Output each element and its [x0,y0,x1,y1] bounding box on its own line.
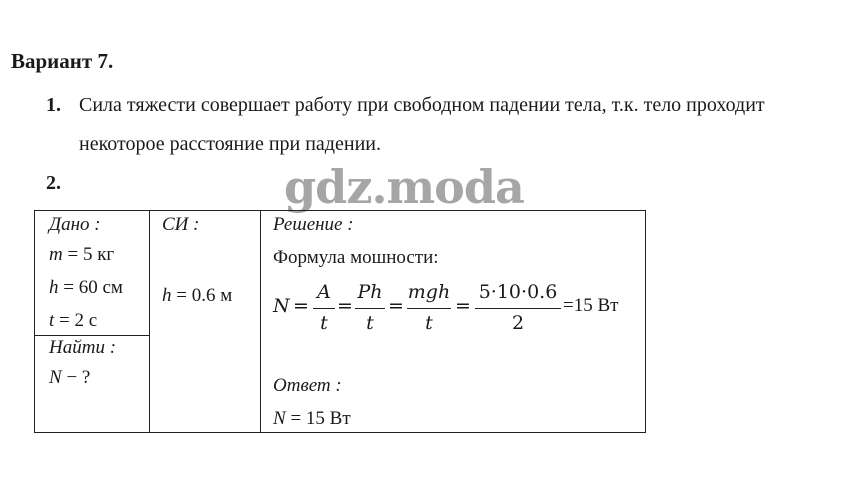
fraction-2-denominator: t [366,312,374,334]
fraction-4-denominator: 2 [511,312,525,334]
answer-value: N = 15 Вт [273,408,351,429]
solution-table [34,210,646,433]
formula-label: Формула мошности: [273,247,439,268]
fraction-4-numerator: 5·10·0.6 [478,281,558,303]
fraction-3-numerator: mgh [407,281,451,303]
column-divider-1 [149,211,150,432]
fraction-1-bar [313,308,335,309]
fraction-work-over-time [313,281,335,341]
given-header: Дано : [49,214,101,235]
fraction-numeric [475,281,561,341]
si-height: h = 0.6 м [162,285,233,306]
fraction-3-bar [407,308,451,309]
fraction-1-denominator: t [320,312,328,334]
fraction-2-bar [355,308,385,309]
given-time: t = 2 с [49,310,98,331]
column-divider-2 [260,211,261,432]
given-height: h = 60 см [49,277,123,298]
item-number-1: 1. [46,94,61,116]
fraction-1-numerator: A [317,281,331,303]
fraction-mgh-over-time [407,281,451,341]
formula-equals-4: = [455,295,471,317]
answer-header: Ответ : [273,375,342,396]
find-header: Найти : [49,337,117,358]
formula-equals-1: = [293,295,309,317]
variant-title: Вариант 7. [11,49,114,73]
find-power: N − ? [49,367,91,388]
item-text-1-line1: Сила тяжести совершает работу при свободном падении тела, т.к. тело проходит [79,94,765,116]
formula-equals-2: = [337,295,353,317]
fraction-ph-over-time [355,281,385,341]
watermark-logo: gdz.moda [284,160,524,214]
fraction-3-denominator: t [425,312,433,334]
fraction-2-numerator: Ph [357,281,383,303]
given-mass: m = 5 кг [49,244,115,265]
solution-header: Решение : [273,214,354,235]
formula-result: =15 Вт [563,295,619,316]
item-text-1-line2: некоторое расстояние при падении. [79,133,381,155]
given-find-divider [35,335,149,336]
item-number-2: 2. [46,172,61,194]
formula-equals-3: = [388,295,404,317]
si-header: СИ : [162,214,200,235]
formula-lhs: N [273,295,290,317]
fraction-4-bar [475,308,561,309]
